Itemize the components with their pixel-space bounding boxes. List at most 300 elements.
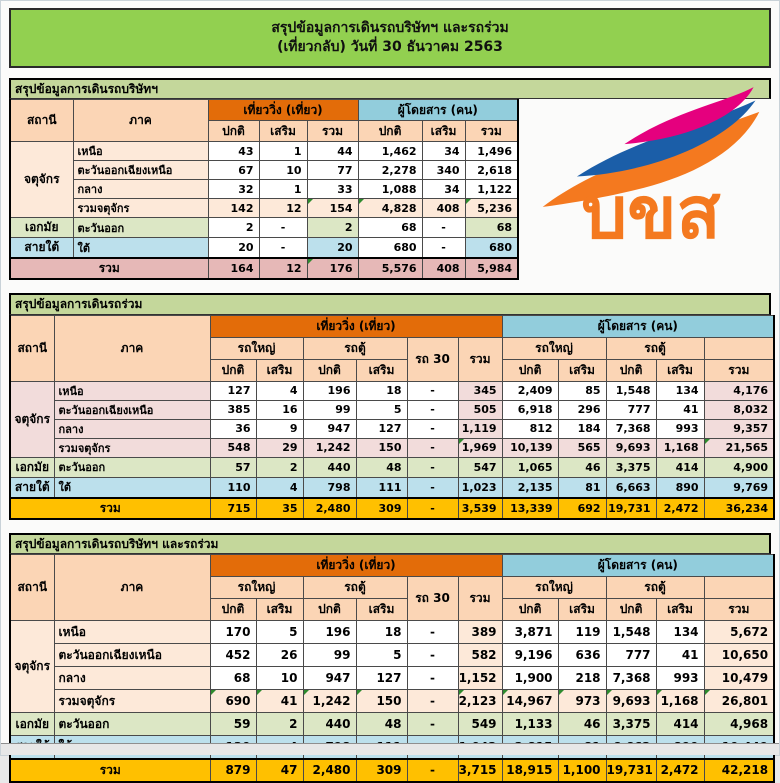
station-cell: เอกมัย — [10, 713, 54, 736]
value-cell: 154 — [307, 199, 358, 218]
value-cell: 170 — [210, 621, 256, 644]
column-header-extra: เสริม — [356, 599, 407, 621]
region-cell: กลาง — [73, 180, 208, 199]
value-cell: 549 — [458, 713, 502, 736]
value-cell: 8,032 — [704, 400, 774, 419]
column-header-normal: ปกติ — [303, 599, 356, 621]
value-cell: 408 — [422, 258, 465, 279]
value-cell: 12 — [259, 199, 307, 218]
value-cell: 14,967 — [502, 690, 558, 713]
value-cell: 1,242 — [303, 438, 356, 457]
value-cell: - — [407, 621, 458, 644]
value-cell: - — [407, 400, 458, 419]
region-cell: กลาง — [54, 667, 210, 690]
report-banner — [9, 8, 771, 68]
value-cell: 890 — [656, 477, 704, 498]
column-header-extra: เสริม — [558, 599, 606, 621]
value-cell: 4,176 — [704, 381, 774, 400]
region-cell: ตะวันออก — [73, 218, 208, 238]
value-cell: 408 — [422, 199, 465, 218]
value-cell: 6,663 — [606, 477, 656, 498]
column-header-trips_group: เที่ยววิ่ง (เที่ยว) — [210, 315, 502, 337]
value-cell: 26 — [256, 644, 303, 667]
value-cell: 1,496 — [465, 142, 518, 161]
logo-text: บขส — [581, 171, 721, 256]
region-cell: ตะวันออก — [54, 457, 210, 477]
value-cell: 947 — [303, 667, 356, 690]
value-cell: 3,375 — [606, 457, 656, 477]
column-header-normal: ปกติ — [208, 121, 259, 142]
value-cell: 10 — [256, 667, 303, 690]
value-cell: 2 — [307, 218, 358, 238]
region-cell: ตะวันออกเฉียงเหนือ — [54, 644, 210, 667]
value-cell: - — [422, 218, 465, 238]
column-header-trips_group: เที่ยววิ่ง (เที่ยว) — [208, 100, 358, 121]
table-row — [10, 419, 774, 438]
column-header-normal: ปกติ — [502, 599, 558, 621]
value-cell: 636 — [558, 644, 606, 667]
value-cell: 452 — [210, 644, 256, 667]
station-cell: สายใต้ — [10, 477, 54, 498]
value-cell: 777 — [606, 644, 656, 667]
value-cell: 59 — [210, 713, 256, 736]
value-cell: 10 — [259, 161, 307, 180]
cell-flag-triangle — [503, 690, 508, 695]
value-cell: 1,133 — [502, 713, 558, 736]
value-cell: 20 — [208, 238, 259, 259]
summary-table-joint — [9, 293, 771, 519]
value-cell: 715 — [210, 498, 256, 519]
column-header-big_bus: รถใหญ่ — [502, 577, 606, 599]
column-header-big_bus: รถใหญ่ — [210, 577, 303, 599]
value-cell: 43 — [208, 142, 259, 161]
column-header-extra: เสริม — [422, 121, 465, 142]
value-cell: 3,375 — [606, 713, 656, 736]
value-cell: 2 — [256, 713, 303, 736]
value-cell: 35 — [256, 498, 303, 519]
column-header-blank — [704, 337, 774, 359]
value-cell: 48 — [356, 457, 407, 477]
value-cell: 9,693 — [606, 438, 656, 457]
value-cell: 4,828 — [358, 199, 422, 218]
value-cell: 812 — [502, 419, 558, 438]
value-cell: 1,100 — [558, 759, 606, 782]
table-row — [10, 438, 774, 457]
value-cell: 134 — [656, 621, 704, 644]
value-cell: 26,801 — [704, 690, 774, 713]
value-cell: 5,576 — [358, 258, 422, 279]
value-cell: 13,339 — [502, 498, 558, 519]
column-header-big_bus: รถใหญ่ — [210, 337, 303, 359]
value-cell: 2,472 — [656, 759, 704, 782]
value-cell: 547 — [458, 457, 502, 477]
value-cell: 5 — [256, 621, 303, 644]
cell-flag-triangle — [459, 690, 464, 695]
value-cell: 993 — [656, 419, 704, 438]
value-cell: 10,139 — [502, 438, 558, 457]
value-cell: 34 — [422, 142, 465, 161]
value-cell: 150 — [356, 438, 407, 457]
value-cell: 309 — [356, 498, 407, 519]
value-cell: 81 — [558, 477, 606, 498]
value-cell: 68 — [358, 218, 422, 238]
value-cell: - — [407, 713, 458, 736]
value-cell: 582 — [458, 644, 502, 667]
region-cell: ตะวันออกเฉียงเหนือ — [54, 400, 210, 419]
column-header-passengers_group: ผู้โดยสาร (คน) — [358, 100, 518, 121]
value-cell: 947 — [303, 419, 356, 438]
value-cell: 1,242 — [303, 690, 356, 713]
value-cell: 2,409 — [502, 381, 558, 400]
table-row — [10, 477, 774, 498]
value-cell: 2 — [208, 218, 259, 238]
value-cell: 21,565 — [704, 438, 774, 457]
value-cell: - — [407, 457, 458, 477]
value-cell: 176 — [307, 258, 358, 279]
value-cell: 1,548 — [606, 381, 656, 400]
value-cell: 18 — [356, 621, 407, 644]
column-header-region: ภาค — [54, 555, 210, 621]
cell-flag-triangle — [359, 199, 364, 204]
column-header-normal: ปกติ — [358, 121, 422, 142]
region-cell: ใต้ — [73, 238, 208, 259]
region-cell: ใต้ — [54, 477, 210, 498]
region-cell: เหนือ — [73, 142, 208, 161]
table-row — [10, 258, 518, 279]
region-cell: ตะวันออก — [54, 713, 210, 736]
value-cell: 36,234 — [704, 498, 774, 519]
value-cell: 2,480 — [303, 759, 356, 782]
column-header-normal: ปกติ — [210, 359, 256, 381]
column-header-normal: ปกติ — [210, 599, 256, 621]
value-cell: - — [407, 419, 458, 438]
value-cell: 164 — [208, 258, 259, 279]
value-cell: 68 — [210, 667, 256, 690]
value-cell: 2,278 — [358, 161, 422, 180]
value-cell: 9,357 — [704, 419, 774, 438]
value-cell: 548 — [210, 438, 256, 457]
column-header-passengers_group: ผู้โดยสาร (คน) — [502, 555, 774, 577]
value-cell: 110 — [210, 477, 256, 498]
table-row — [10, 199, 518, 218]
value-cell: 440 — [303, 457, 356, 477]
value-cell: 879 — [210, 759, 256, 782]
value-cell: 7,368 — [606, 419, 656, 438]
value-cell: 2,123 — [458, 690, 502, 713]
station-cell: จตุจักร — [10, 142, 73, 218]
column-header-region: ภาค — [73, 100, 208, 142]
table-row — [10, 498, 774, 519]
value-cell: 4 — [256, 381, 303, 400]
column-header-station: สถานี — [10, 315, 54, 381]
value-cell: 5,672 — [704, 621, 774, 644]
value-cell: 1 — [259, 180, 307, 199]
value-cell: - — [259, 238, 307, 259]
value-cell: - — [422, 238, 465, 259]
station-cell: สายใต้ — [10, 238, 73, 259]
station-cell: เอกมัย — [10, 457, 54, 477]
table-row — [10, 218, 518, 238]
value-cell: 777 — [606, 400, 656, 419]
value-cell: - — [407, 438, 458, 457]
column-header-van: รถตู้ — [303, 577, 407, 599]
cell-flag-triangle — [559, 690, 564, 695]
value-cell: 42,218 — [704, 759, 774, 782]
value-cell: 44 — [307, 142, 358, 161]
value-cell: 19,731 — [606, 759, 656, 782]
column-header-extra: เสริม — [656, 599, 704, 621]
column-header-station: สถานี — [10, 555, 54, 621]
column-header-total: รวม — [307, 121, 358, 142]
cell-flag-triangle — [705, 690, 710, 695]
value-cell: 48 — [356, 713, 407, 736]
value-cell: - — [407, 381, 458, 400]
value-cell: 47 — [256, 759, 303, 782]
value-cell: 1,969 — [458, 438, 502, 457]
bottom-scroll-strip — [1, 743, 779, 755]
table-row — [10, 400, 774, 419]
column-header-total: รวม — [704, 359, 774, 381]
value-cell: 340 — [422, 161, 465, 180]
value-cell: - — [407, 644, 458, 667]
table-row — [10, 713, 774, 736]
region-cell: กลาง — [54, 419, 210, 438]
column-header-region: ภาค — [54, 315, 210, 381]
value-cell: 9,196 — [502, 644, 558, 667]
value-cell: 46 — [558, 713, 606, 736]
value-cell: 18 — [356, 381, 407, 400]
region-cell: รวมจตุจักร — [54, 690, 210, 713]
cell-flag-triangle — [459, 439, 464, 444]
value-cell: 3,715 — [458, 759, 502, 782]
value-cell: 20 — [307, 238, 358, 259]
value-cell: 19,731 — [606, 498, 656, 519]
value-cell: 5 — [356, 644, 407, 667]
column-header-van: รถตู้ — [606, 337, 704, 359]
column-header-total: รวม — [704, 599, 774, 621]
value-cell: 440 — [303, 713, 356, 736]
station-cell: จตุจักร — [10, 621, 54, 713]
value-cell: 99 — [303, 644, 356, 667]
value-cell: 10,479 — [704, 667, 774, 690]
value-cell: 77 — [307, 161, 358, 180]
value-cell: 3,539 — [458, 498, 502, 519]
value-cell: 67 — [208, 161, 259, 180]
value-cell: 41 — [656, 400, 704, 419]
region-cell: ตะวันออกเฉียงเหนือ — [73, 161, 208, 180]
value-cell: 1,119 — [458, 419, 502, 438]
column-header-bus30: รถ 30 — [407, 577, 458, 621]
column-header-extra: เสริม — [256, 359, 303, 381]
region-cell: เหนือ — [54, 621, 210, 644]
value-cell: 111 — [356, 477, 407, 498]
table-title: สรุปข้อมูลการเดินรถบริษัทฯ และรถร่วม — [9, 533, 771, 554]
region-cell: รวมจตุจักร — [73, 199, 208, 218]
value-cell: 196 — [303, 621, 356, 644]
value-cell: 414 — [656, 713, 704, 736]
bks-logo — [537, 83, 765, 256]
value-cell: 127 — [210, 381, 256, 400]
value-cell: 1,168 — [656, 438, 704, 457]
value-cell: 9,693 — [606, 690, 656, 713]
value-cell: 565 — [558, 438, 606, 457]
value-cell: - — [407, 690, 458, 713]
column-header-passengers_group: ผู้โดยสาร (คน) — [502, 315, 774, 337]
value-cell: 119 — [558, 621, 606, 644]
value-cell: 85 — [558, 381, 606, 400]
column-header-extra: เสริม — [558, 359, 606, 381]
value-cell: 16 — [256, 400, 303, 419]
table-row — [10, 667, 774, 690]
table-row — [10, 142, 518, 161]
value-cell: 4,900 — [704, 457, 774, 477]
value-cell: 41 — [656, 644, 704, 667]
column-header-normal: ปกติ — [606, 599, 656, 621]
column-header-bus30: รถ 30 — [407, 337, 458, 381]
value-cell: - — [407, 667, 458, 690]
value-cell: 218 — [558, 667, 606, 690]
report-title: สรุปข้อมูลการเดินรถบริษัทฯ และรถร่วม — [271, 19, 509, 36]
value-cell: 2,480 — [303, 498, 356, 519]
value-cell: 1,023 — [458, 477, 502, 498]
value-cell: 36 — [210, 419, 256, 438]
value-cell: 1,462 — [358, 142, 422, 161]
value-cell: 993 — [656, 667, 704, 690]
value-cell: 296 — [558, 400, 606, 419]
table-title: สรุปข้อมูลการเดินรถบริษัทฯ — [9, 78, 771, 99]
value-cell: 5 — [356, 400, 407, 419]
value-cell: 46 — [558, 457, 606, 477]
value-cell: 2,135 — [502, 477, 558, 498]
value-cell: 33 — [307, 180, 358, 199]
value-cell: 385 — [210, 400, 256, 419]
value-cell: 34 — [422, 180, 465, 199]
value-cell: 1,065 — [502, 457, 558, 477]
value-cell: 9 — [256, 419, 303, 438]
column-header-normal: ปกติ — [606, 359, 656, 381]
column-header-extra: เสริม — [256, 599, 303, 621]
column-header-blank — [704, 577, 774, 599]
table-row — [10, 161, 518, 180]
value-cell: 12 — [259, 258, 307, 279]
value-cell: 57 — [210, 457, 256, 477]
column-header-total: รวม — [465, 121, 518, 142]
value-cell: 973 — [558, 690, 606, 713]
column-header-big_bus: รถใหญ่ — [502, 337, 606, 359]
value-cell: 1 — [259, 142, 307, 161]
total-row-label: รวม — [10, 498, 210, 519]
cell-flag-triangle — [357, 690, 362, 695]
value-cell: 1,152 — [458, 667, 502, 690]
value-cell: 389 — [458, 621, 502, 644]
table-row — [10, 690, 774, 713]
column-header-extra: เสริม — [356, 359, 407, 381]
value-cell: 127 — [356, 419, 407, 438]
value-cell: 29 — [256, 438, 303, 457]
value-cell: - — [407, 759, 458, 782]
value-cell: - — [407, 477, 458, 498]
cell-flag-triangle — [466, 199, 471, 204]
value-cell: 309 — [356, 759, 407, 782]
value-cell: 6,918 — [502, 400, 558, 419]
value-cell: 18,915 — [502, 759, 558, 782]
value-cell: 10,650 — [704, 644, 774, 667]
column-header-extra: เสริม — [259, 121, 307, 142]
cell-flag-triangle — [657, 690, 662, 695]
table-title: สรุปข้อมูลการเดินรถร่วม — [9, 293, 771, 314]
table-row — [10, 759, 774, 782]
value-cell: 505 — [458, 400, 502, 419]
cell-flag-triangle — [211, 690, 216, 695]
value-cell: 99 — [303, 400, 356, 419]
table-row — [10, 381, 774, 400]
value-cell: 68 — [465, 218, 518, 238]
value-cell: 1,122 — [465, 180, 518, 199]
value-cell: 1,548 — [606, 621, 656, 644]
value-cell: 5,984 — [465, 258, 518, 279]
table-row — [10, 180, 518, 199]
column-header-total: รวม — [458, 337, 502, 381]
column-header-trips_group: เที่ยววิ่ง (เที่ยว) — [210, 555, 502, 577]
value-cell: 5,236 — [465, 199, 518, 218]
value-cell: 127 — [356, 667, 407, 690]
region-cell: เหนือ — [54, 381, 210, 400]
value-cell: 32 — [208, 180, 259, 199]
value-cell: 9,769 — [704, 477, 774, 498]
column-header-extra: เสริม — [656, 359, 704, 381]
cell-flag-triangle — [257, 690, 262, 695]
value-cell: 798 — [303, 477, 356, 498]
column-header-normal: ปกติ — [303, 359, 356, 381]
value-cell: 150 — [356, 690, 407, 713]
column-header-van: รถตู้ — [303, 337, 407, 359]
value-cell: 2 — [256, 457, 303, 477]
value-cell: 134 — [656, 381, 704, 400]
total-row-label: รวม — [10, 759, 210, 782]
value-cell: 184 — [558, 419, 606, 438]
column-header-van: รถตู้ — [606, 577, 704, 599]
cell-flag-triangle — [304, 690, 309, 695]
station-cell: จตุจักร — [10, 381, 54, 457]
value-cell: 692 — [558, 498, 606, 519]
value-cell: 680 — [465, 238, 518, 259]
table-row — [10, 238, 518, 259]
value-cell: 1,900 — [502, 667, 558, 690]
cell-flag-triangle — [607, 690, 612, 695]
value-cell: 4 — [256, 477, 303, 498]
value-cell: 345 — [458, 381, 502, 400]
value-cell: 1,168 — [656, 690, 704, 713]
value-cell: 414 — [656, 457, 704, 477]
value-cell: - — [259, 218, 307, 238]
value-cell: 680 — [358, 238, 422, 259]
station-cell: เอกมัย — [10, 218, 73, 238]
value-cell: 41 — [256, 690, 303, 713]
column-header-station: สถานี — [10, 100, 73, 142]
value-cell: 7,368 — [606, 667, 656, 690]
column-header-total: รวม — [458, 577, 502, 621]
table-row — [10, 621, 774, 644]
value-cell: 4,968 — [704, 713, 774, 736]
report-subtitle-date: (เที่ยวกลับ) วันที่ 30 ธันวาคม 2563 — [277, 39, 503, 55]
value-cell: 142 — [208, 199, 259, 218]
table-row — [10, 644, 774, 667]
value-cell: 2,618 — [465, 161, 518, 180]
value-cell: 196 — [303, 381, 356, 400]
company-table — [9, 99, 519, 280]
cell-flag-triangle — [308, 259, 313, 264]
joint-table — [9, 315, 775, 520]
